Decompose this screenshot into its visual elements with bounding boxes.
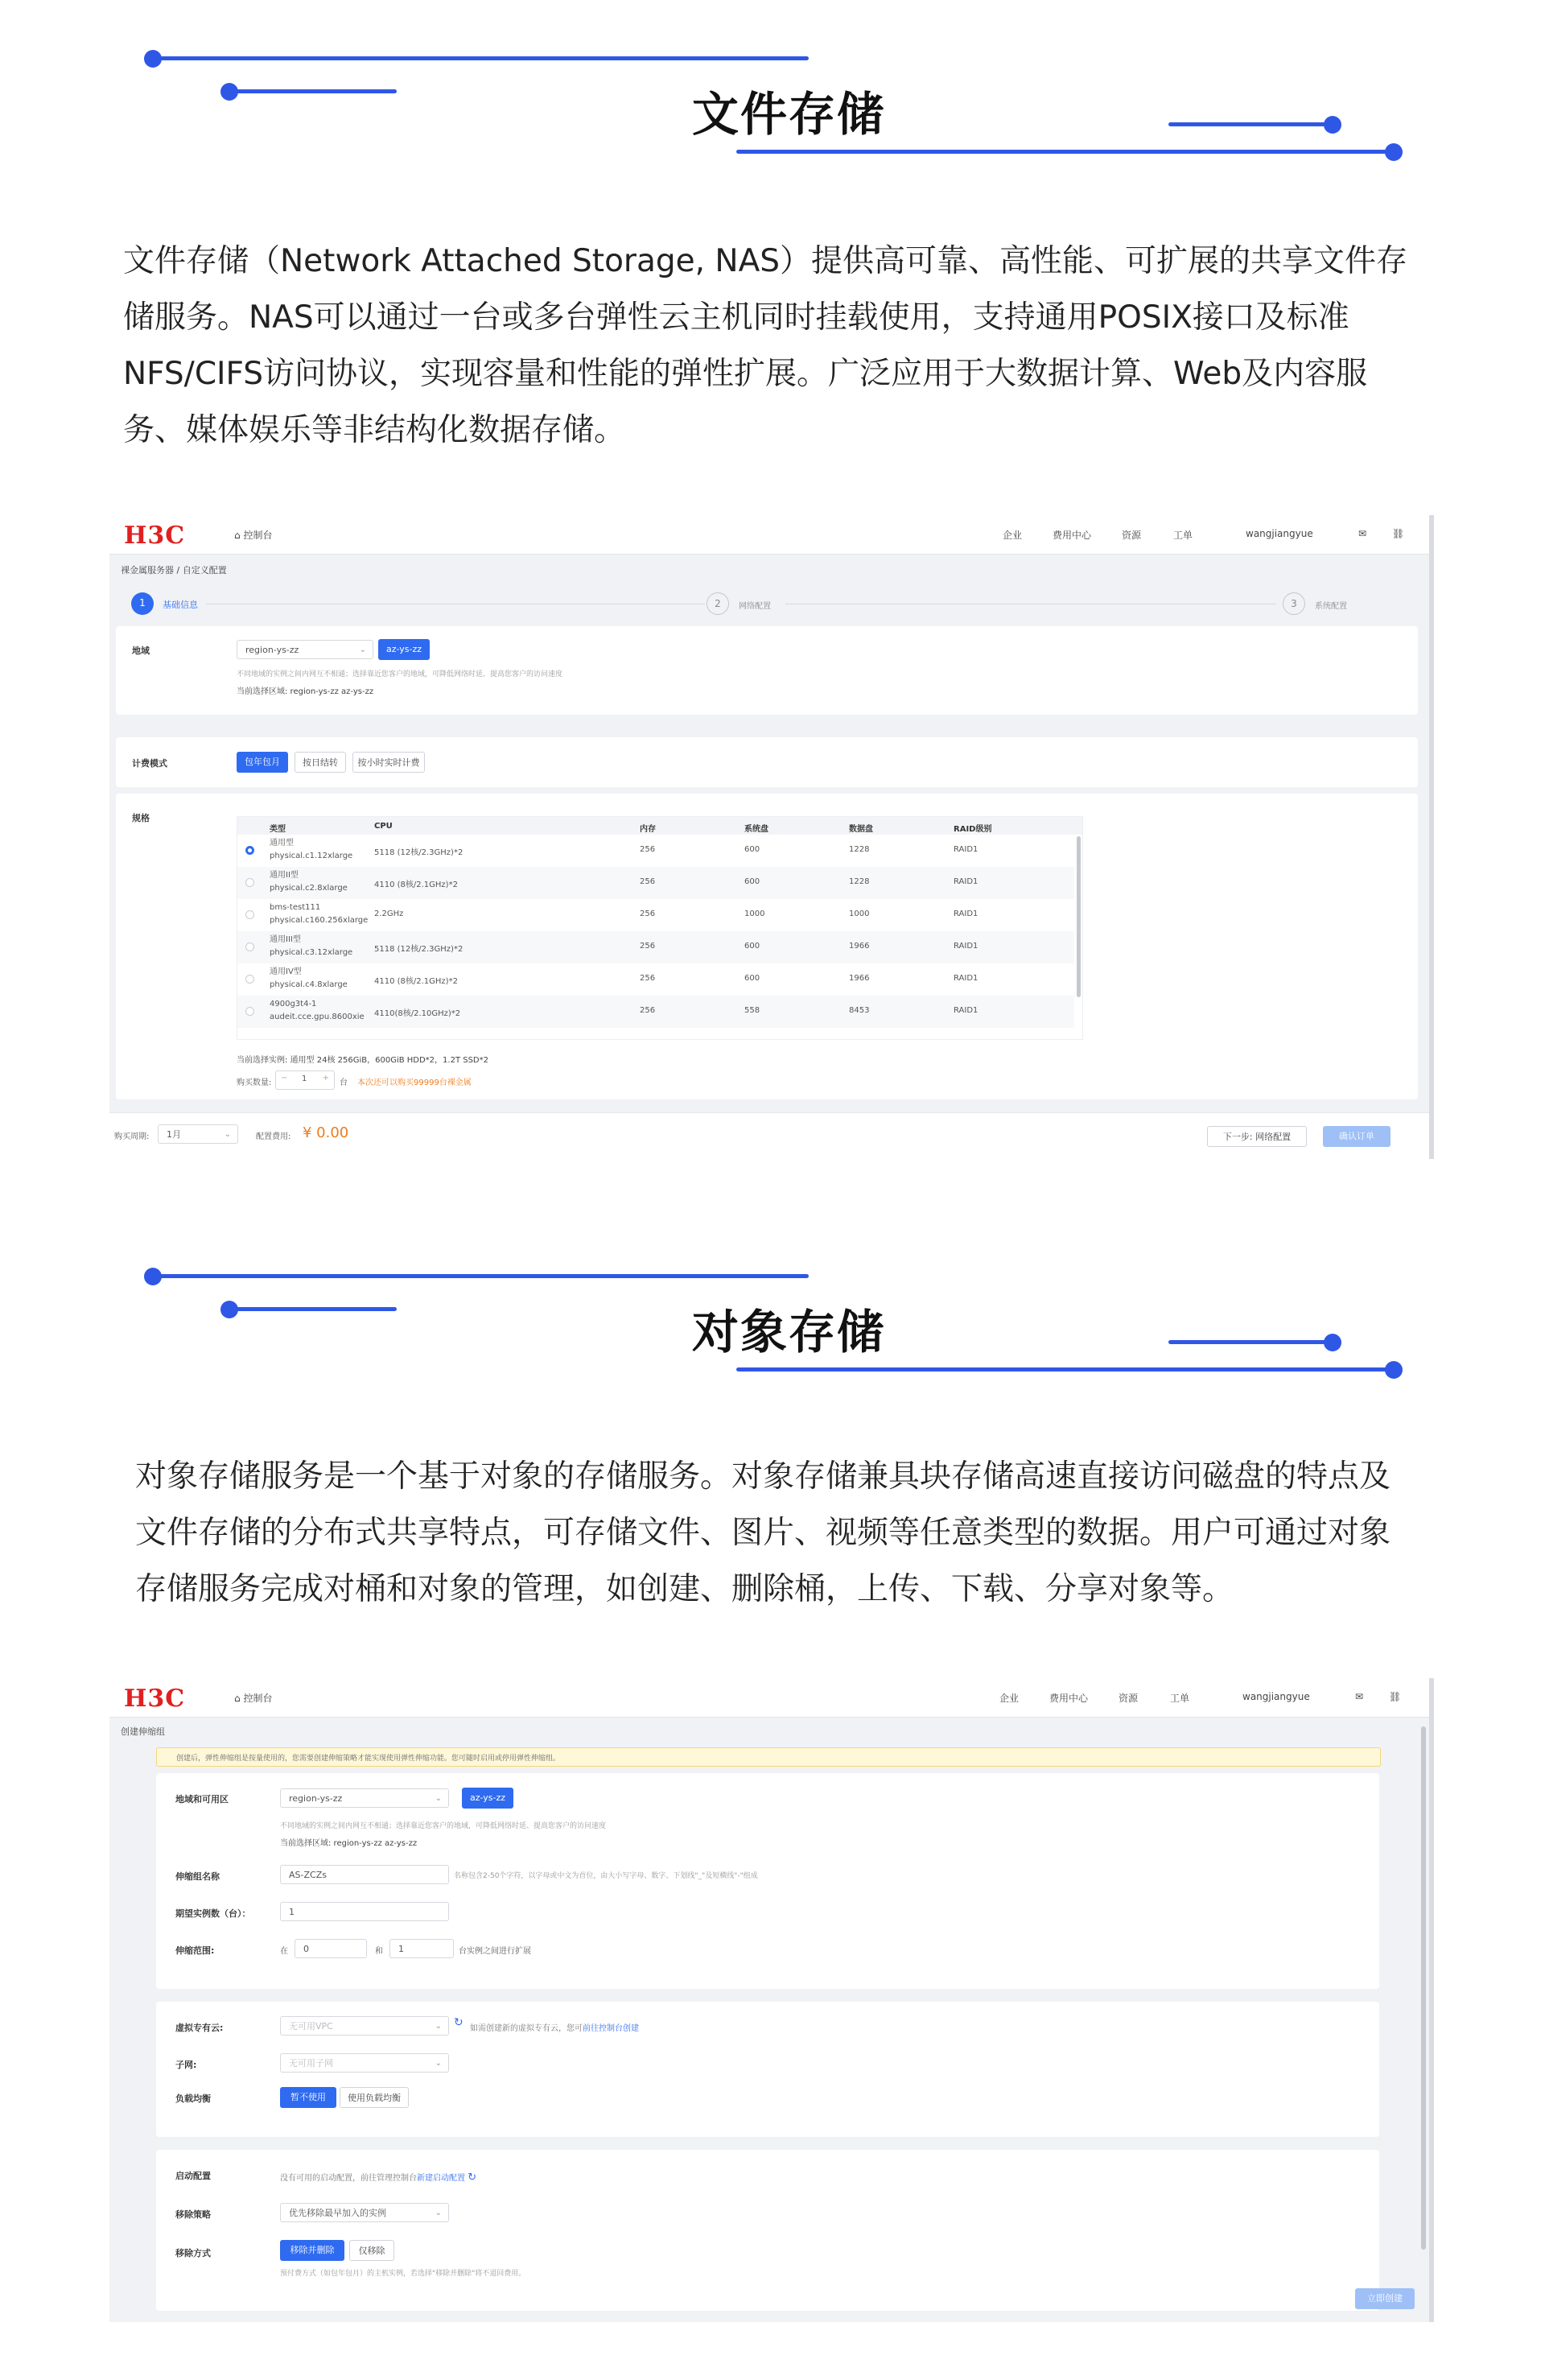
chevron-down-icon: ⌄ <box>435 2022 442 2031</box>
link-icon[interactable]: ⛓ <box>1392 528 1405 539</box>
cell-cpu: 5118 (12核/2.3GHz)*2 <box>374 848 464 857</box>
table-scrollbar[interactable] <box>1077 836 1081 997</box>
step-1: 1 <box>131 592 154 615</box>
decor-line <box>229 1307 397 1311</box>
decor-line <box>229 89 397 93</box>
user-name[interactable]: wangjiangyue <box>1242 1691 1310 1702</box>
table-row[interactable] <box>237 835 1074 867</box>
step-3: 3 <box>1283 592 1305 615</box>
subnet-label: 子网: <box>175 2060 197 2070</box>
decor-line <box>1168 122 1332 126</box>
warning-banner: 创建后，弹性伸缩组是按量使用的，您需要创建伸缩策略才能实现使用弹性伸缩功能。您可随时启用或停用弹性伸缩组。 <box>156 1747 1381 1767</box>
region-card <box>116 626 1418 715</box>
table-body <box>237 835 1074 1037</box>
vpc-label: 虚拟专有云: <box>175 2023 224 2033</box>
zone-button[interactable]: az-ys-zz <box>378 639 430 660</box>
launch-card <box>156 2150 1379 2311</box>
region-current: 当前选择区域: region-ys-zz az-ys-zz <box>280 1839 418 1848</box>
cell-cpu: 5118 (12核/2.3GHz)*2 <box>374 945 464 954</box>
nas-console-screenshot <box>109 515 1429 1159</box>
cell-mem: 256 <box>640 845 656 854</box>
range-min-input[interactable]: 0 <box>295 1939 367 1958</box>
step-1-label: 基础信息 <box>163 600 198 610</box>
console-link[interactable]: ⌂ 控制台 <box>234 1693 273 1704</box>
type-code: physical.c4.8xlarge <box>270 980 348 989</box>
lb-none-button[interactable]: 暂不使用 <box>280 2087 336 2108</box>
link-icon[interactable]: ⛓ <box>1389 1691 1402 1702</box>
lb-label: 负载均衡 <box>175 2093 211 2104</box>
row-radio[interactable] <box>245 1007 254 1016</box>
top-bar <box>109 1678 1429 1718</box>
minus-icon[interactable]: − <box>281 1074 288 1083</box>
remove-mode-hint: 预付费方式（如包年包月）的主机实例，若选择"移除并删除"将不退回费用。 <box>280 2270 526 2278</box>
duration-label: 购买周期: <box>114 1132 150 1141</box>
mail-icon[interactable]: ✉ <box>1355 1691 1364 1702</box>
billing-card <box>116 737 1418 787</box>
cell-data: 8453 <box>849 1006 870 1015</box>
cell-sys: 558 <box>744 1006 760 1015</box>
cell-data: 1000 <box>849 910 870 918</box>
type-name: 通用IV型 <box>270 967 302 976</box>
h3c-logo[interactable]: H3C <box>124 1685 186 1713</box>
nav-enterprise[interactable]: 企业 <box>1003 530 1023 541</box>
chevron-down-icon: ⌄ <box>359 646 366 654</box>
table-row[interactable] <box>237 963 1074 996</box>
vpc-select[interactable]: 无可用VPC ⌄ <box>280 2016 449 2036</box>
top-bar <box>109 515 1429 555</box>
spec-card <box>116 794 1418 1099</box>
type-name: 4900g3t4-1 <box>270 1000 317 1009</box>
cell-sys: 600 <box>744 974 760 983</box>
row-radio[interactable] <box>245 910 254 919</box>
cell-data: 1966 <box>849 942 870 951</box>
lb-use-button[interactable]: 使用负载均衡 <box>340 2087 409 2108</box>
home-icon: ⌂ <box>234 530 244 541</box>
nav-billing[interactable]: 费用中心 <box>1053 530 1092 541</box>
type-name: 通用II型 <box>270 871 299 880</box>
qty-hint: 本次还可以购买99999台裸金属 <box>357 1079 472 1087</box>
cell-mem: 256 <box>640 974 656 983</box>
current-spec: 当前选择实例: 通用型 24核 256GiB，600GiB HDD*2，1.2T SSD*2 <box>237 1056 488 1065</box>
create-now-button[interactable]: 立即创建 <box>1355 2288 1415 2309</box>
nav-resources[interactable]: 资源 <box>1119 1693 1139 1704</box>
section-title: 文件存储 <box>692 87 886 142</box>
region-hint: 不同地域的实例之间内网互不相通；选择靠近您客户的地域，可降低网络时延、提高您客户的访问速度 <box>280 1822 607 1830</box>
qty-unit: 台 <box>340 1079 348 1087</box>
section-paragraph: 对象存储服务是一个基于对象的存储服务。对象存储兼具块存储高速直接访问磁盘的特点及文件存储的分布式共享特点，可存储文件、图片、视频等任意类型的数据。用户可通过对象存储服务完成对桶和对象的管理，如创建、删除桶，上传、下载、分享对象等。 <box>135 1458 1391 1607</box>
subnet-select[interactable]: 无可用子网 ⌄ <box>280 2053 449 2073</box>
h3c-logo[interactable]: H3C <box>124 522 186 550</box>
type-code: physical.c3.12xlarge <box>270 948 353 957</box>
type-code: physical.c160.256xlarge <box>270 916 369 925</box>
decor-dot <box>1385 143 1403 161</box>
region-hint: 不同地域的实例之间内网互不相通；选择靠近您客户的地域，可降低网络时延、提高您客户的访问速度 <box>237 670 563 679</box>
confirm-order-button[interactable]: 确认订单 <box>1323 1126 1390 1147</box>
launch-hint: 没有可用的启动配置，前往管理控制台新建启动配置 ↻ <box>280 2172 477 2184</box>
col-type: 类型 <box>270 825 286 834</box>
chevron-down-icon: ⌄ <box>224 1130 231 1139</box>
col-raid: RAID级别 <box>954 825 992 834</box>
table-row[interactable] <box>237 867 1074 899</box>
remove-policy-label: 移除策略 <box>175 2209 211 2220</box>
row-radio[interactable] <box>245 846 254 855</box>
cell-cpu: 4110 (8核/2.1GHz)*2 <box>374 881 458 889</box>
remove-delete-button[interactable]: 移除并删除 <box>280 2240 344 2261</box>
row-radio[interactable] <box>245 943 254 951</box>
cell-data: 1966 <box>849 974 870 983</box>
chevron-down-icon: ⌄ <box>435 2059 442 2068</box>
range-label: 伸缩范围: <box>175 1945 215 1956</box>
cell-mem: 256 <box>640 1006 656 1015</box>
chevron-down-icon: ⌄ <box>435 2209 442 2217</box>
nav-billing[interactable]: 费用中心 <box>1049 1693 1089 1704</box>
vpc-create-link[interactable]: 前往控制台创建 <box>583 2024 639 2033</box>
cell-raid: RAID1 <box>954 1006 978 1015</box>
step-2: 2 <box>707 592 729 615</box>
cell-sys: 1000 <box>744 910 765 918</box>
autoscaling-console-screenshot <box>109 1678 1429 2322</box>
table-row[interactable] <box>237 996 1074 1028</box>
table-row[interactable] <box>237 931 1074 963</box>
row-radio[interactable] <box>245 878 254 887</box>
expected-label: 期望实例数（台）： <box>175 1908 251 1919</box>
user-name[interactable]: wangjiangyue <box>1246 528 1313 539</box>
decor-line <box>153 56 809 60</box>
col-data: 数据盘 <box>849 825 873 834</box>
page-title: 创建伸缩组 <box>121 1726 165 1737</box>
qty-stepper[interactable]: − 1 + <box>275 1070 335 1090</box>
col-sys: 系统盘 <box>744 825 768 834</box>
spec-table <box>237 816 1083 1040</box>
decor-line <box>736 150 1396 154</box>
cell-sys: 600 <box>744 942 760 951</box>
home-icon: ⌂ <box>234 1693 244 1704</box>
type-name: bms-test111 <box>270 903 321 912</box>
cell-mem: 256 <box>640 942 656 951</box>
qty-label: 购买数量: <box>237 1079 272 1087</box>
row-radio[interactable] <box>245 975 254 984</box>
type-code: audeit.cce.gpu.8600xie <box>270 1013 365 1021</box>
cell-type <box>270 934 352 959</box>
decor-dot <box>1324 116 1341 134</box>
remove-only-button[interactable]: 仅移除 <box>349 2240 394 2261</box>
cell-raid: RAID1 <box>954 910 978 918</box>
region-select[interactable]: region-ys-zz ⌄ <box>280 1788 449 1808</box>
cell-type <box>270 966 348 992</box>
range-suffix: 台实例之间进行扩展 <box>459 1947 531 1956</box>
spec-label: 规格 <box>132 813 150 823</box>
cell-data: 1228 <box>849 877 870 886</box>
decor-dot <box>1385 1361 1403 1379</box>
cell-cpu: 4110(8核/2.10GHz)*2 <box>374 1009 461 1018</box>
refresh-icon[interactable]: ↻ <box>454 2016 464 2029</box>
plus-icon[interactable]: + <box>322 1074 329 1083</box>
type-name: 通用III型 <box>270 935 301 944</box>
type-code: physical.c1.12xlarge <box>270 852 353 860</box>
remove-mode-label: 移除方式 <box>175 2248 211 2258</box>
region-select[interactable]: region-ys-zz ⌄ <box>237 640 373 659</box>
decor-line <box>736 1367 1396 1371</box>
type-name: 通用型 <box>270 839 294 848</box>
expected-input[interactable]: 1 <box>280 1902 449 1921</box>
cell-data: 1228 <box>849 845 870 854</box>
billing-label: 计费模式 <box>132 758 167 769</box>
basic-card <box>156 1773 1379 1989</box>
footer-bar <box>109 1112 1429 1160</box>
cell-mem: 256 <box>640 910 656 918</box>
section-paragraph: 文件存储（Network Attached Storage, NAS）提供高可靠、高性能、可扩展的共享文件存储服务。NAS可以通过一台或多台弹性云主机同时挂载使用，支持通用POSIX接口及标准NFS/CIFS访问协议，实现容量和性能的弹性扩展。广泛应用于大数据计算、Web及内容服务、媒体娱乐等非结构化数据存储。 <box>123 243 1408 448</box>
range-max-input[interactable]: 1 <box>389 1939 454 1958</box>
console-link[interactable]: ⌂ 控制台 <box>234 530 273 541</box>
nav-tickets[interactable]: 工单 <box>1173 530 1193 541</box>
launch-label: 启动配置 <box>175 2171 211 2181</box>
refresh-icon[interactable]: ↻ <box>468 2172 477 2184</box>
network-card <box>156 2002 1379 2137</box>
fee-value: ¥ 0.00 <box>303 1124 349 1141</box>
region-label: 地域和可用区 <box>175 1794 229 1805</box>
name-input[interactable]: AS-ZCZs <box>280 1865 449 1884</box>
decor-dot <box>1324 1334 1341 1351</box>
range-prefix: 在 <box>280 1947 288 1956</box>
fee-label: 配置费用: <box>256 1132 291 1141</box>
section-title: 对象存储 <box>692 1305 886 1359</box>
range-and: 和 <box>375 1947 383 1956</box>
vpc-hint: 如需创建新的虚拟专有云，您可前往控制台创建 <box>470 2024 639 2033</box>
cell-raid: RAID1 <box>954 877 978 886</box>
decor-line <box>1168 1340 1332 1344</box>
billing-hourly-button[interactable]: 按小时实时计费 <box>352 752 425 773</box>
page-scrollbar[interactable] <box>1421 1726 1426 2250</box>
mail-icon[interactable]: ✉ <box>1358 528 1367 539</box>
cell-cpu: 2.2GHz <box>374 910 404 918</box>
name-label: 伸缩组名称 <box>175 1871 220 1882</box>
decor-line <box>153 1274 809 1278</box>
remove-policy-select[interactable]: 优先移除最早加入的实例 ⌄ <box>280 2203 449 2222</box>
type-code: physical.c2.8xlarge <box>270 884 348 893</box>
new-launch-link[interactable]: 新建启动配置 <box>417 2174 465 2183</box>
cell-type <box>270 901 368 927</box>
cell-raid: RAID1 <box>954 974 978 983</box>
cell-type <box>270 869 348 895</box>
chevron-down-icon: ⌄ <box>435 1794 442 1803</box>
cell-mem: 256 <box>640 877 656 886</box>
next-step-button[interactable]: 下一步: 网络配置 <box>1207 1126 1307 1147</box>
step-2-label: 网络配置 <box>739 602 771 611</box>
breadcrumb: 裸金属服务器 / 自定义配置 <box>121 565 227 575</box>
col-mem: 内存 <box>640 825 656 834</box>
billing-monthly-button[interactable]: 包年包月 <box>237 752 288 773</box>
cell-cpu: 4110 (8核/2.1GHz)*2 <box>374 977 458 986</box>
billing-daily-button[interactable]: 按日结转 <box>295 752 346 773</box>
cell-type <box>270 998 365 1024</box>
nav-tickets[interactable]: 工单 <box>1170 1693 1190 1704</box>
name-hint: 名称包含2-50个字符，以字母或中文为首位，由大小写字母、数字、下划线"_"及短横线"-"组成 <box>454 1872 758 1880</box>
cell-sys: 600 <box>744 877 760 886</box>
nav-resources[interactable]: 资源 <box>1122 530 1142 541</box>
cell-raid: RAID1 <box>954 845 978 854</box>
cell-raid: RAID1 <box>954 942 978 951</box>
cell-type <box>270 837 352 863</box>
nav-enterprise[interactable]: 企业 <box>999 1693 1020 1704</box>
step-3-label: 系统配置 <box>1315 602 1347 611</box>
region-label: 地域 <box>132 646 150 656</box>
cell-sys: 600 <box>744 845 760 854</box>
duration-select[interactable]: 1月 ⌄ <box>158 1124 238 1144</box>
zone-button[interactable]: az-ys-zz <box>462 1788 513 1809</box>
region-current: 当前选择区域: region-ys-zz az-ys-zz <box>237 687 374 696</box>
col-cpu: CPU <box>374 822 393 831</box>
table-row[interactable] <box>237 899 1074 931</box>
